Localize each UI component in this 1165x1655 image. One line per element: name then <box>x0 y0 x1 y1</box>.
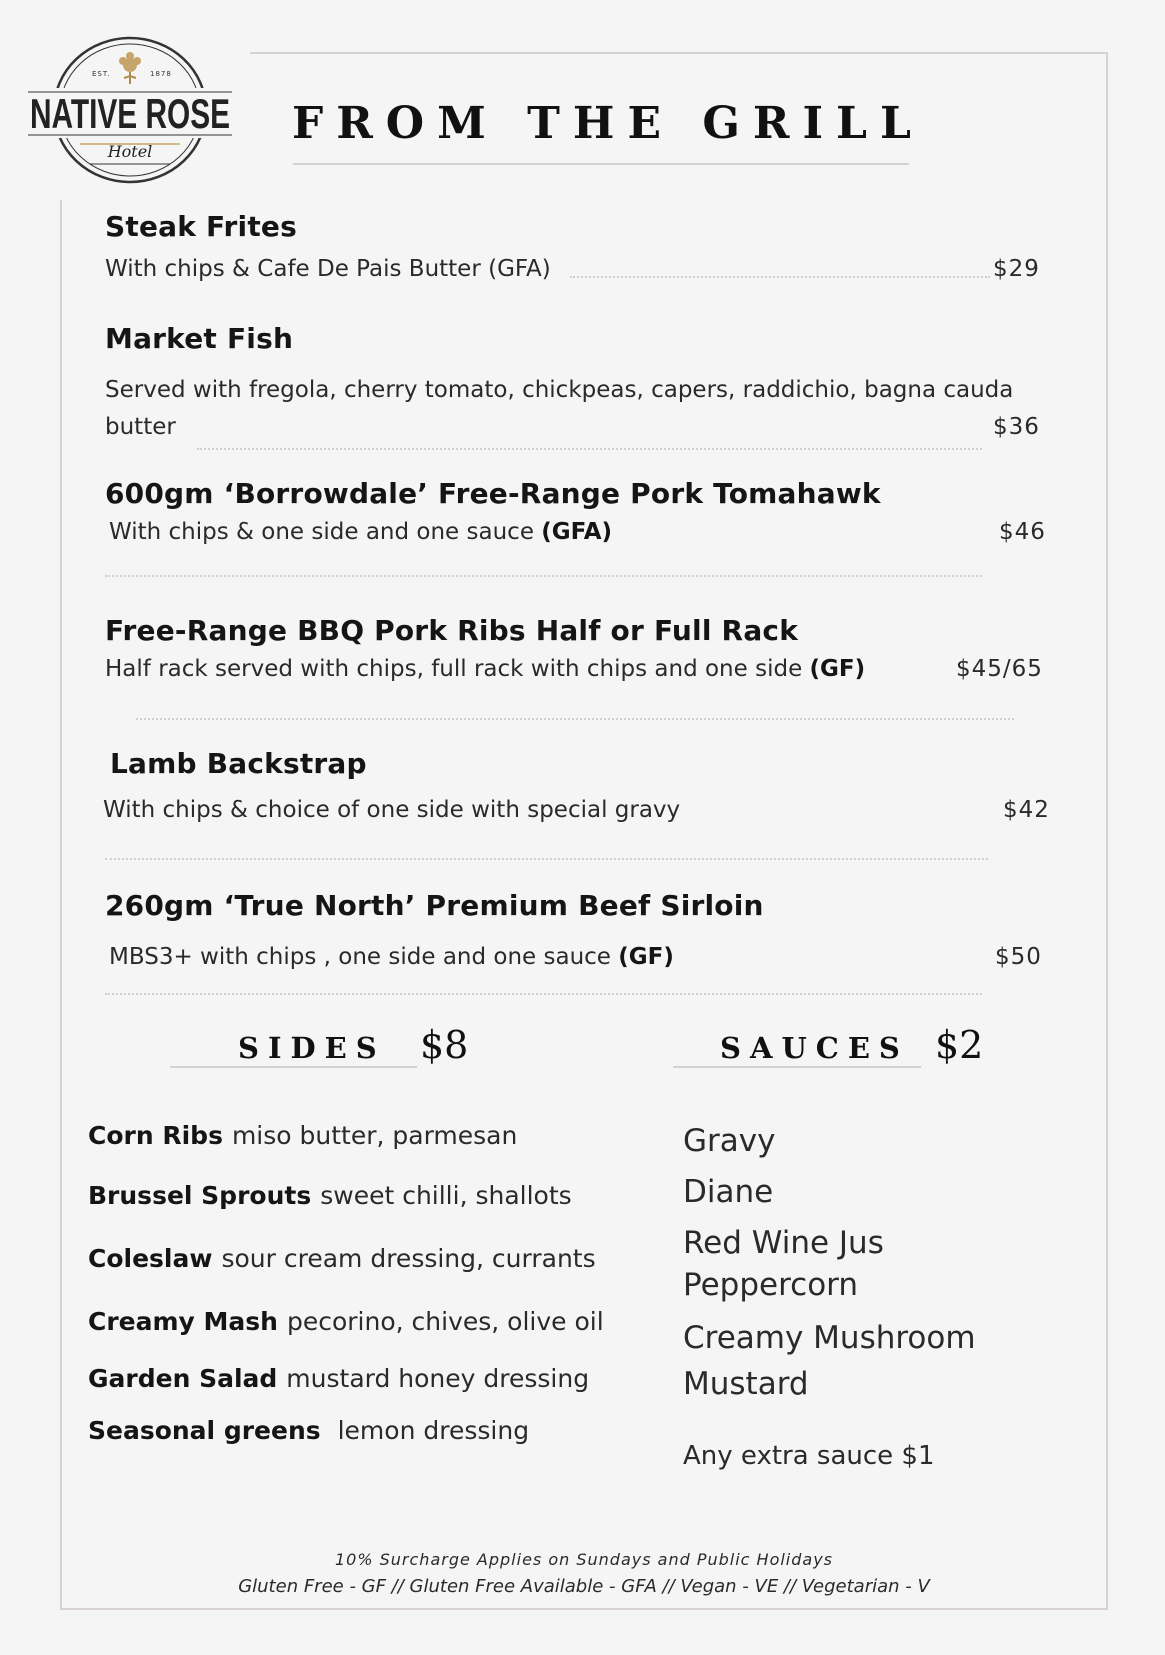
sauce-item: Peppercorn <box>683 1267 859 1303</box>
side-detail: miso butter, parmesan <box>231 1121 518 1150</box>
dish-description: Half rack served with chips, full rack with chips and one side (GF) <box>105 656 866 682</box>
dish-description: MBS3+ with chips , one side and one sauce (GF) <box>109 944 674 970</box>
surcharge-note: 10% Surcharge Applies on Sundays and Public Holidays <box>334 1550 834 1569</box>
side-item <box>88 1364 589 1393</box>
dietary-tag: (GFA) <box>541 519 613 545</box>
sides-heading: SIDES <box>238 1031 386 1065</box>
side-detail: lemon dressing <box>329 1416 530 1445</box>
side-item <box>88 1416 529 1445</box>
dish-price: $50 <box>995 944 1042 970</box>
dish-name: 600gm ‘Borrowdale’ Free-Range Pork Tomahawk <box>105 477 881 510</box>
dietary-tag: (GF) <box>809 656 866 682</box>
hotel-logo <box>20 32 240 192</box>
sides-underline <box>170 1066 417 1068</box>
side-detail: pecorino, chives, olive oil <box>286 1307 604 1336</box>
sauces-price: $2 <box>935 1023 984 1067</box>
extra-sauce-note: Any extra sauce $1 <box>683 1441 935 1471</box>
sauce-item: Creamy Mushroom <box>683 1320 976 1356</box>
side-name: Corn Ribs <box>88 1121 223 1150</box>
dish-description: With chips & one side and one sauce (GFA) <box>109 519 613 545</box>
sauces-underline <box>673 1066 921 1068</box>
logo-est-year: 1878 <box>150 70 172 78</box>
page-title: FROM THE GRILL <box>292 98 924 149</box>
sauce-item: Red Wine Jus <box>683 1225 884 1261</box>
side-name: Brussel Sprouts <box>88 1181 312 1210</box>
side-name: Coleslaw <box>88 1244 213 1273</box>
dish-description: With chips & Cafe De Pais Butter (GFA) <box>105 256 551 282</box>
dish-description: With chips & choice of one side with special gravy <box>103 797 681 823</box>
side-item <box>88 1307 604 1336</box>
sauce-item: Mustard <box>683 1366 809 1402</box>
sauce-item: Diane <box>683 1174 774 1210</box>
side-name: Garden Salad <box>88 1364 278 1393</box>
dish-price: $45/65 <box>956 656 1043 682</box>
dish-price: $29 <box>993 256 1040 282</box>
side-detail: sweet chilli, shallots <box>320 1181 572 1210</box>
logo-hotel: Hotel <box>107 142 153 161</box>
dietary-tag: (GF) <box>618 944 674 970</box>
sauce-item: Gravy <box>683 1123 776 1159</box>
sides-price: $8 <box>420 1023 469 1067</box>
side-detail: sour cream dressing, currants <box>221 1244 596 1273</box>
dish-name: Steak Frites <box>105 210 297 243</box>
dish-price: $42 <box>1003 797 1050 823</box>
dish-description-line2: butter <box>105 414 176 440</box>
dish-price: $46 <box>999 519 1046 545</box>
rose-emblem-icon <box>119 52 141 84</box>
dish-description: Served with fregola, cherry tomato, chickpeas, capers, raddichio, bagna cauda <box>105 377 1014 403</box>
side-name: Creamy Mash <box>88 1307 278 1336</box>
side-detail: mustard honey dressing <box>286 1364 590 1393</box>
dish-name: Free-Range BBQ Pork Ribs Half or Full Rack <box>105 614 799 647</box>
dish-name: Market Fish <box>105 322 294 355</box>
side-item <box>88 1181 572 1210</box>
title-underline <box>293 163 909 165</box>
dish-name: 260gm ‘True North’ Premium Beef Sirloin <box>105 889 764 922</box>
side-item <box>88 1121 517 1150</box>
side-item <box>88 1244 596 1273</box>
dish-price: $36 <box>993 414 1040 440</box>
logo-est-label: EST. <box>92 70 111 78</box>
side-name: Seasonal greens <box>88 1416 321 1445</box>
logo-brand: NATIVE ROSE <box>30 90 230 137</box>
dietary-legend: Gluten Free - GF // Gluten Free Available - GFA // Vegan - VE // Vegetarian - V <box>238 1576 930 1597</box>
sauces-heading: SAUCES <box>720 1031 909 1065</box>
dish-name: Lamb Backstrap <box>110 747 367 780</box>
